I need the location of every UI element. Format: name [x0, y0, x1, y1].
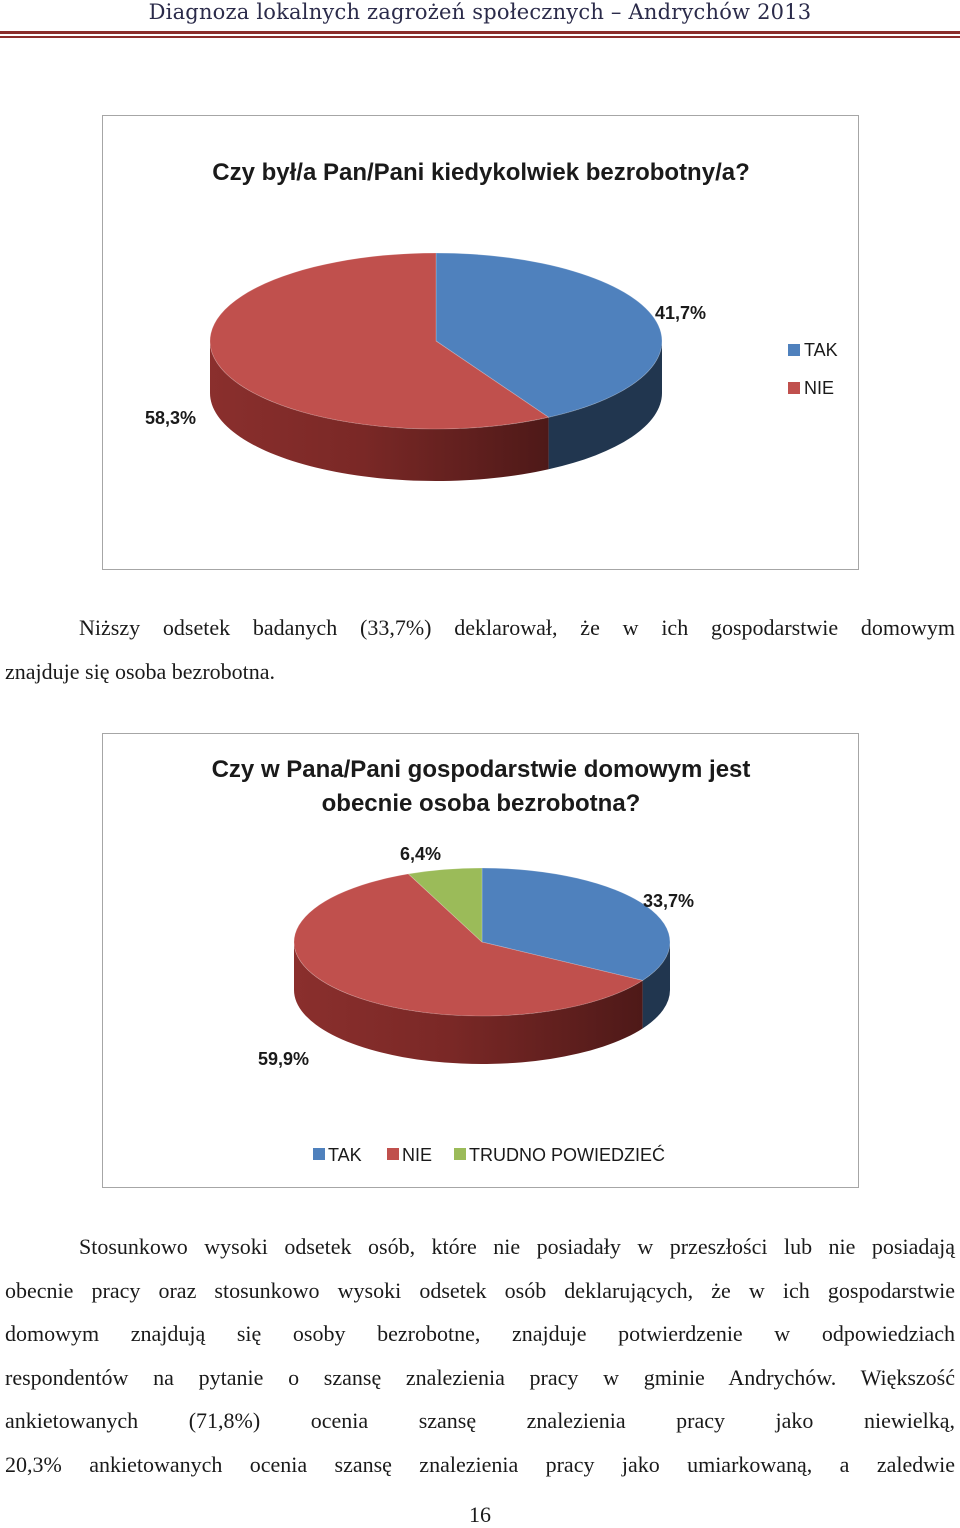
header-rule-thin	[0, 36, 960, 38]
chart-household-unemployed-svg	[103, 734, 860, 1189]
chart2-legend-tak: TAK	[328, 1145, 362, 1165]
chart1-pie	[210, 253, 662, 481]
header-rule	[0, 31, 960, 34]
page-header	[0, 0, 960, 42]
chart2-legend	[313, 1144, 665, 1165]
paragraph-line: respondentów na pytanie o szansę znalezienia pracy w gminie Andrychów. Większość	[5, 1364, 955, 1390]
chart2-pie	[294, 868, 670, 1064]
paragraph-line: ankietowanych (71,8%) ocenia szansę znalezienia pracy jako niewielką,	[5, 1408, 955, 1433]
page-number: 16	[469, 1502, 491, 1527]
paragraph-job-chances	[5, 1225, 955, 1486]
chart2-title-line2: obecnie osoba bezrobotna?	[321, 790, 641, 817]
chart2-legend-swatch-tak	[313, 1148, 325, 1160]
chart1-legend-swatch-nie	[788, 382, 800, 394]
paragraph-line: Niższy odsetek badanych (33,7%) deklarował, że w ich gospodarstwie domowym	[79, 615, 955, 640]
chart-unemployed-ever	[102, 115, 859, 570]
chart1-title: Czy był/a Pan/Pani kiedykolwiek bezrobotny/a?	[212, 159, 750, 186]
chart2-label-tak: 33,7%	[643, 891, 695, 911]
chart1-legend-nie: NIE	[804, 378, 835, 398]
chart1-legend	[788, 340, 838, 398]
chart2-legend-nie: NIE	[402, 1145, 433, 1165]
chart2-label-trudno: 6,4%	[400, 844, 442, 864]
chart-household-unemployed	[102, 733, 859, 1188]
chart2-legend-swatch-nie	[387, 1148, 399, 1160]
paragraph-line: znajduje się osoba bezrobotna.	[5, 658, 276, 684]
paragraph-line: domowym znajdują się osoby bezrobotne, znajduje potwierdzenie w odpowiedziach	[5, 1321, 955, 1346]
chart1-legend-tak: TAK	[804, 340, 838, 360]
paragraph-line: Stosunkowo wysoki odsetek osób, które nie posiadały w przeszłości lub nie posiadają	[79, 1234, 955, 1259]
paragraph-line: obecnie pracy oraz stosunkowo wysoki odsetek osób deklarujących, że w ich gospodarstwie	[5, 1277, 955, 1303]
chart2-title-line1: Czy w Pana/Pani gospodarstwie domowym jest	[211, 756, 751, 783]
chart2-label-nie: 59,9%	[258, 1049, 310, 1069]
chart1-label-nie: 58,3%	[145, 408, 197, 428]
chart2-legend-trudno: TRUDNO POWIEDZIEĆ	[469, 1145, 665, 1165]
chart1-label-tak: 41,7%	[655, 303, 707, 323]
chart2-legend-swatch-trudno	[454, 1148, 466, 1160]
chart1-legend-swatch-tak	[788, 344, 800, 356]
paragraph-household-unemployed	[5, 606, 955, 693]
paragraph-line: 20,3% ankietowanych ocenia szansę znalezienia pracy jako umiarkowaną, a zaledwie	[5, 1451, 955, 1477]
chart-unemployed-ever-svg	[103, 116, 860, 571]
header-title: Diagnoza lokalnych zagrożeń społecznych – Andrychów 2013	[148, 0, 812, 24]
